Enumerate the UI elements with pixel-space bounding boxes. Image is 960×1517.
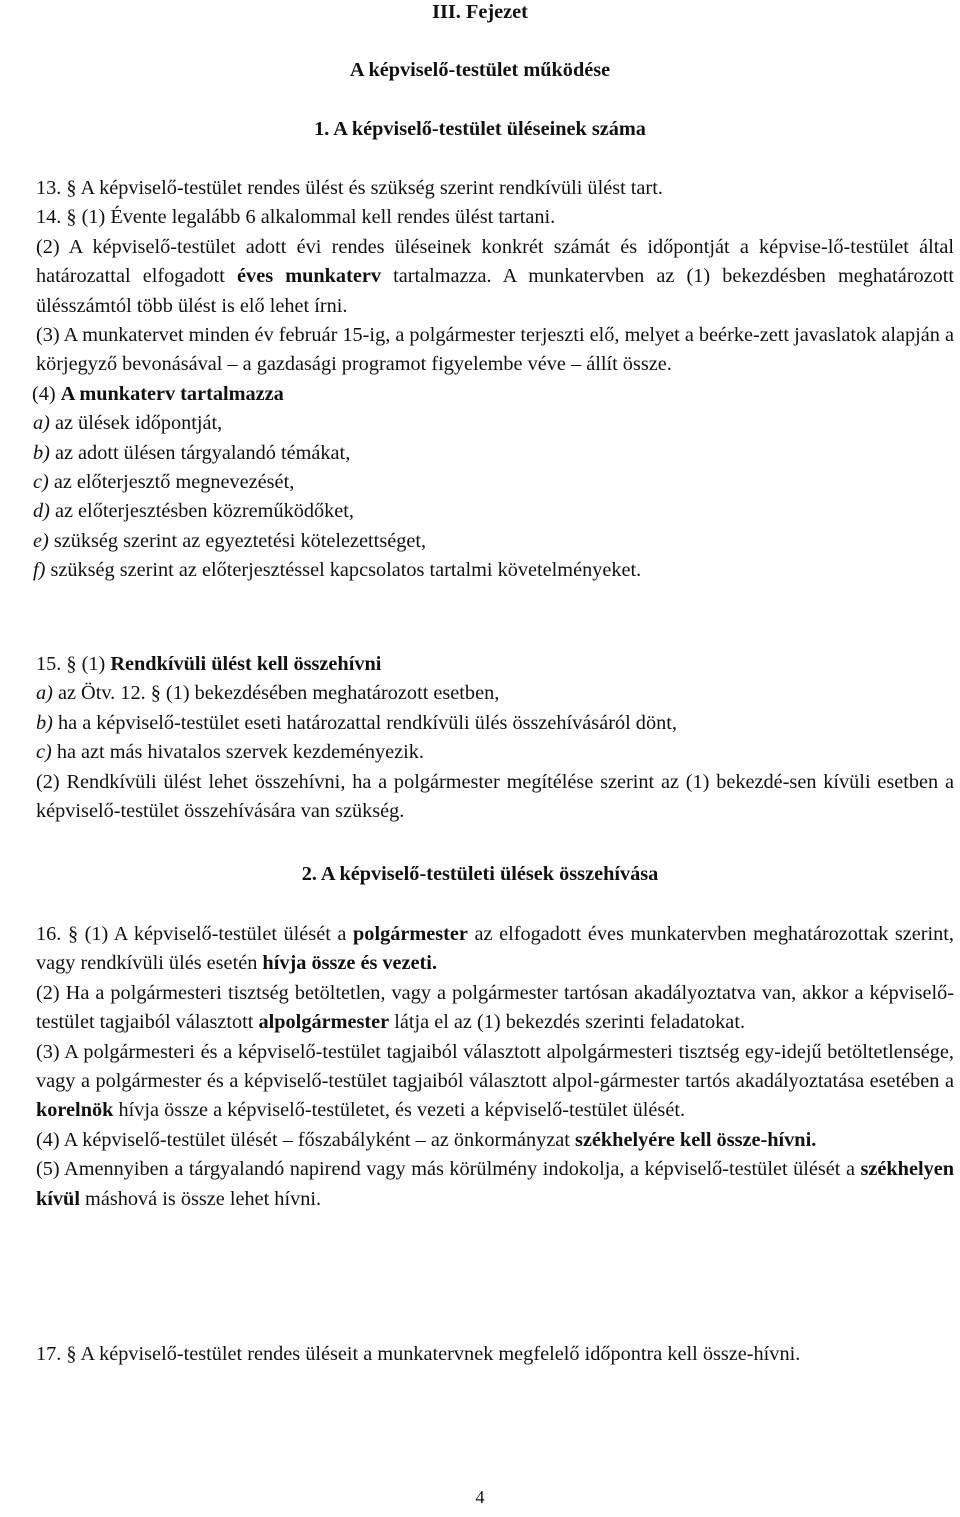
paragraph-13: 13. § A képviselő-testület rendes ülést és szükség szerint rendkívüli ülést tart. <box>36 177 663 199</box>
list-15 <box>6 679 954 767</box>
list-item: c) az előterjesztő megnevezését, <box>33 471 295 494</box>
paragraph-15-2: (2) Rendkívüli ülést lehet összehívni, ha a polgármester megítélése szerint az (1) bekezdé-sen kívüli esetben a képviselő-testület összehívására van szükség. <box>36 770 954 823</box>
paragraph-16-2: (2) Ha a polgármesteri tisztség betöltetlen, vagy a polgármester tartósan akadályoztatva van, akkor a képviselő-testület tagjaiból választott alpolgármester látja el az (1) bekezdés szerinti feladatokat. <box>36 981 954 1034</box>
paragraph-16-3: (3) A polgármesteri és a képviselő-testület tagjaiból választott alpolgármesteri tisztség egy-idejű betöltetlensége, vagy a polgármester és a képviselő-testület tagjaiból választott alpol-gármester tartós akadályoztatása esetében a korelnök hívja össze a képviselő-testületet, és vezeti a képviselő-testület ülését. <box>36 1040 954 1122</box>
chapter-title: A képviselő-testület működése <box>349 59 611 81</box>
list-item: f) szükség szerint az előterjesztéssel kapcsolatos tartalmi követelményeket. <box>33 559 642 582</box>
emphasis-annual-work-plan: éves munkaterv <box>237 265 381 288</box>
section-17-body <box>0 1340 960 1369</box>
list-item: a) az ülések időpontját, <box>33 412 223 435</box>
list-item: c) ha azt más hivatalos szervek kezdeményezik. <box>36 741 424 764</box>
list-item: a) az Ötv. 12. § (1) bekezdésében meghatározott esetben, <box>36 682 500 705</box>
paragraph-16-1: 16. § (1) A képviselő-testület ülését a polgármester az elfogadott éves munkatervben meghatározottak szerint, vagy rendkívüli ülés esetén hívja össze és vezeti. <box>36 923 954 975</box>
paragraph-14-3: (3) A munkatervet minden év február 15-ig, a polgármester terjeszti elő, melyet a beérke-zett javaslatok alapján a körjegyző bevonásával – a gazdasági programot figyelembe véve – állít össze. <box>36 324 954 376</box>
paragraph-14-2: (2) A képviselő-testület adott évi rendes üléseinek konkrét számát és időpontját a képvise-lő-testület által határozattal elfogadott éves munkaterv tartalmazza. A munkatervben az (1) bekezdésben meghatározott ülésszámtól több ülést is elő lehet írni. <box>36 235 954 317</box>
paragraph-15-1: 15. § (1) Rendkívüli ülést kell összehívni <box>36 653 382 675</box>
emphasis-outside-seat: székhelyen kívül <box>36 1158 954 1210</box>
section-title-1: 1. A képviselő-testület üléseinek száma <box>314 118 646 140</box>
emphasis-seat: székhelyére kell össze-hívni. <box>574 1128 817 1151</box>
section-title-2: 2. A képviselő-testületi ülések összehívása <box>301 863 659 885</box>
page-number: 4 <box>475 1487 485 1507</box>
section-15-body <box>0 650 960 826</box>
emphasis-deputy-mayor: alpolgármester <box>258 1011 390 1034</box>
paragraph-14-4: (4) A munkaterv tartalmazza <box>32 382 284 405</box>
paragraph-14-1: 14. § (1) Évente legalább 6 alkalommal kell rendes ülést tartani. <box>36 206 556 229</box>
emphasis-extraordinary-meeting: Rendkívüli ülést kell összehívni <box>110 653 382 675</box>
section-16-body <box>0 920 960 1214</box>
list-14 <box>3 409 954 585</box>
section-1-body <box>0 174 960 586</box>
list-item: d) az előterjesztésben közreműködőket, <box>33 500 355 523</box>
emphasis-convenes-and-chairs: hívja össze és vezeti. <box>262 952 438 975</box>
chapter-heading: III. Fejezet <box>432 1 528 23</box>
paragraph-17: 17. § A képviselő-testület rendes üléseit a munkatervnek megfelelő időpontra kell össze-hívni. <box>36 1343 801 1365</box>
emphasis-mayor: polgármester <box>353 923 468 945</box>
list-item: b) az adott ülésen tárgyalandó témákat, <box>33 441 351 464</box>
emphasis-senior-member: korelnök <box>36 1099 114 1122</box>
paragraph-16-4: (4) A képviselő-testület ülését – főszabályként – az önkormányzat székhelyére kell össze-hívni. <box>36 1128 817 1151</box>
list-item: e) szükség szerint az egyeztetési kötelezettséget, <box>33 529 427 552</box>
list-item: b) ha a képviselő-testület eseti határozattal rendkívüli ülés összehívásáról dönt, <box>36 711 677 734</box>
paragraph-16-5: (5) Amennyiben a tárgyalandó napirend vagy más körülmény indokolja, a képviselő-testület ülését a székhelyen kívül máshová is össze lehet hívni. <box>36 1158 954 1210</box>
emphasis-work-plan-contents: A munkaterv tartalmazza <box>60 382 284 405</box>
